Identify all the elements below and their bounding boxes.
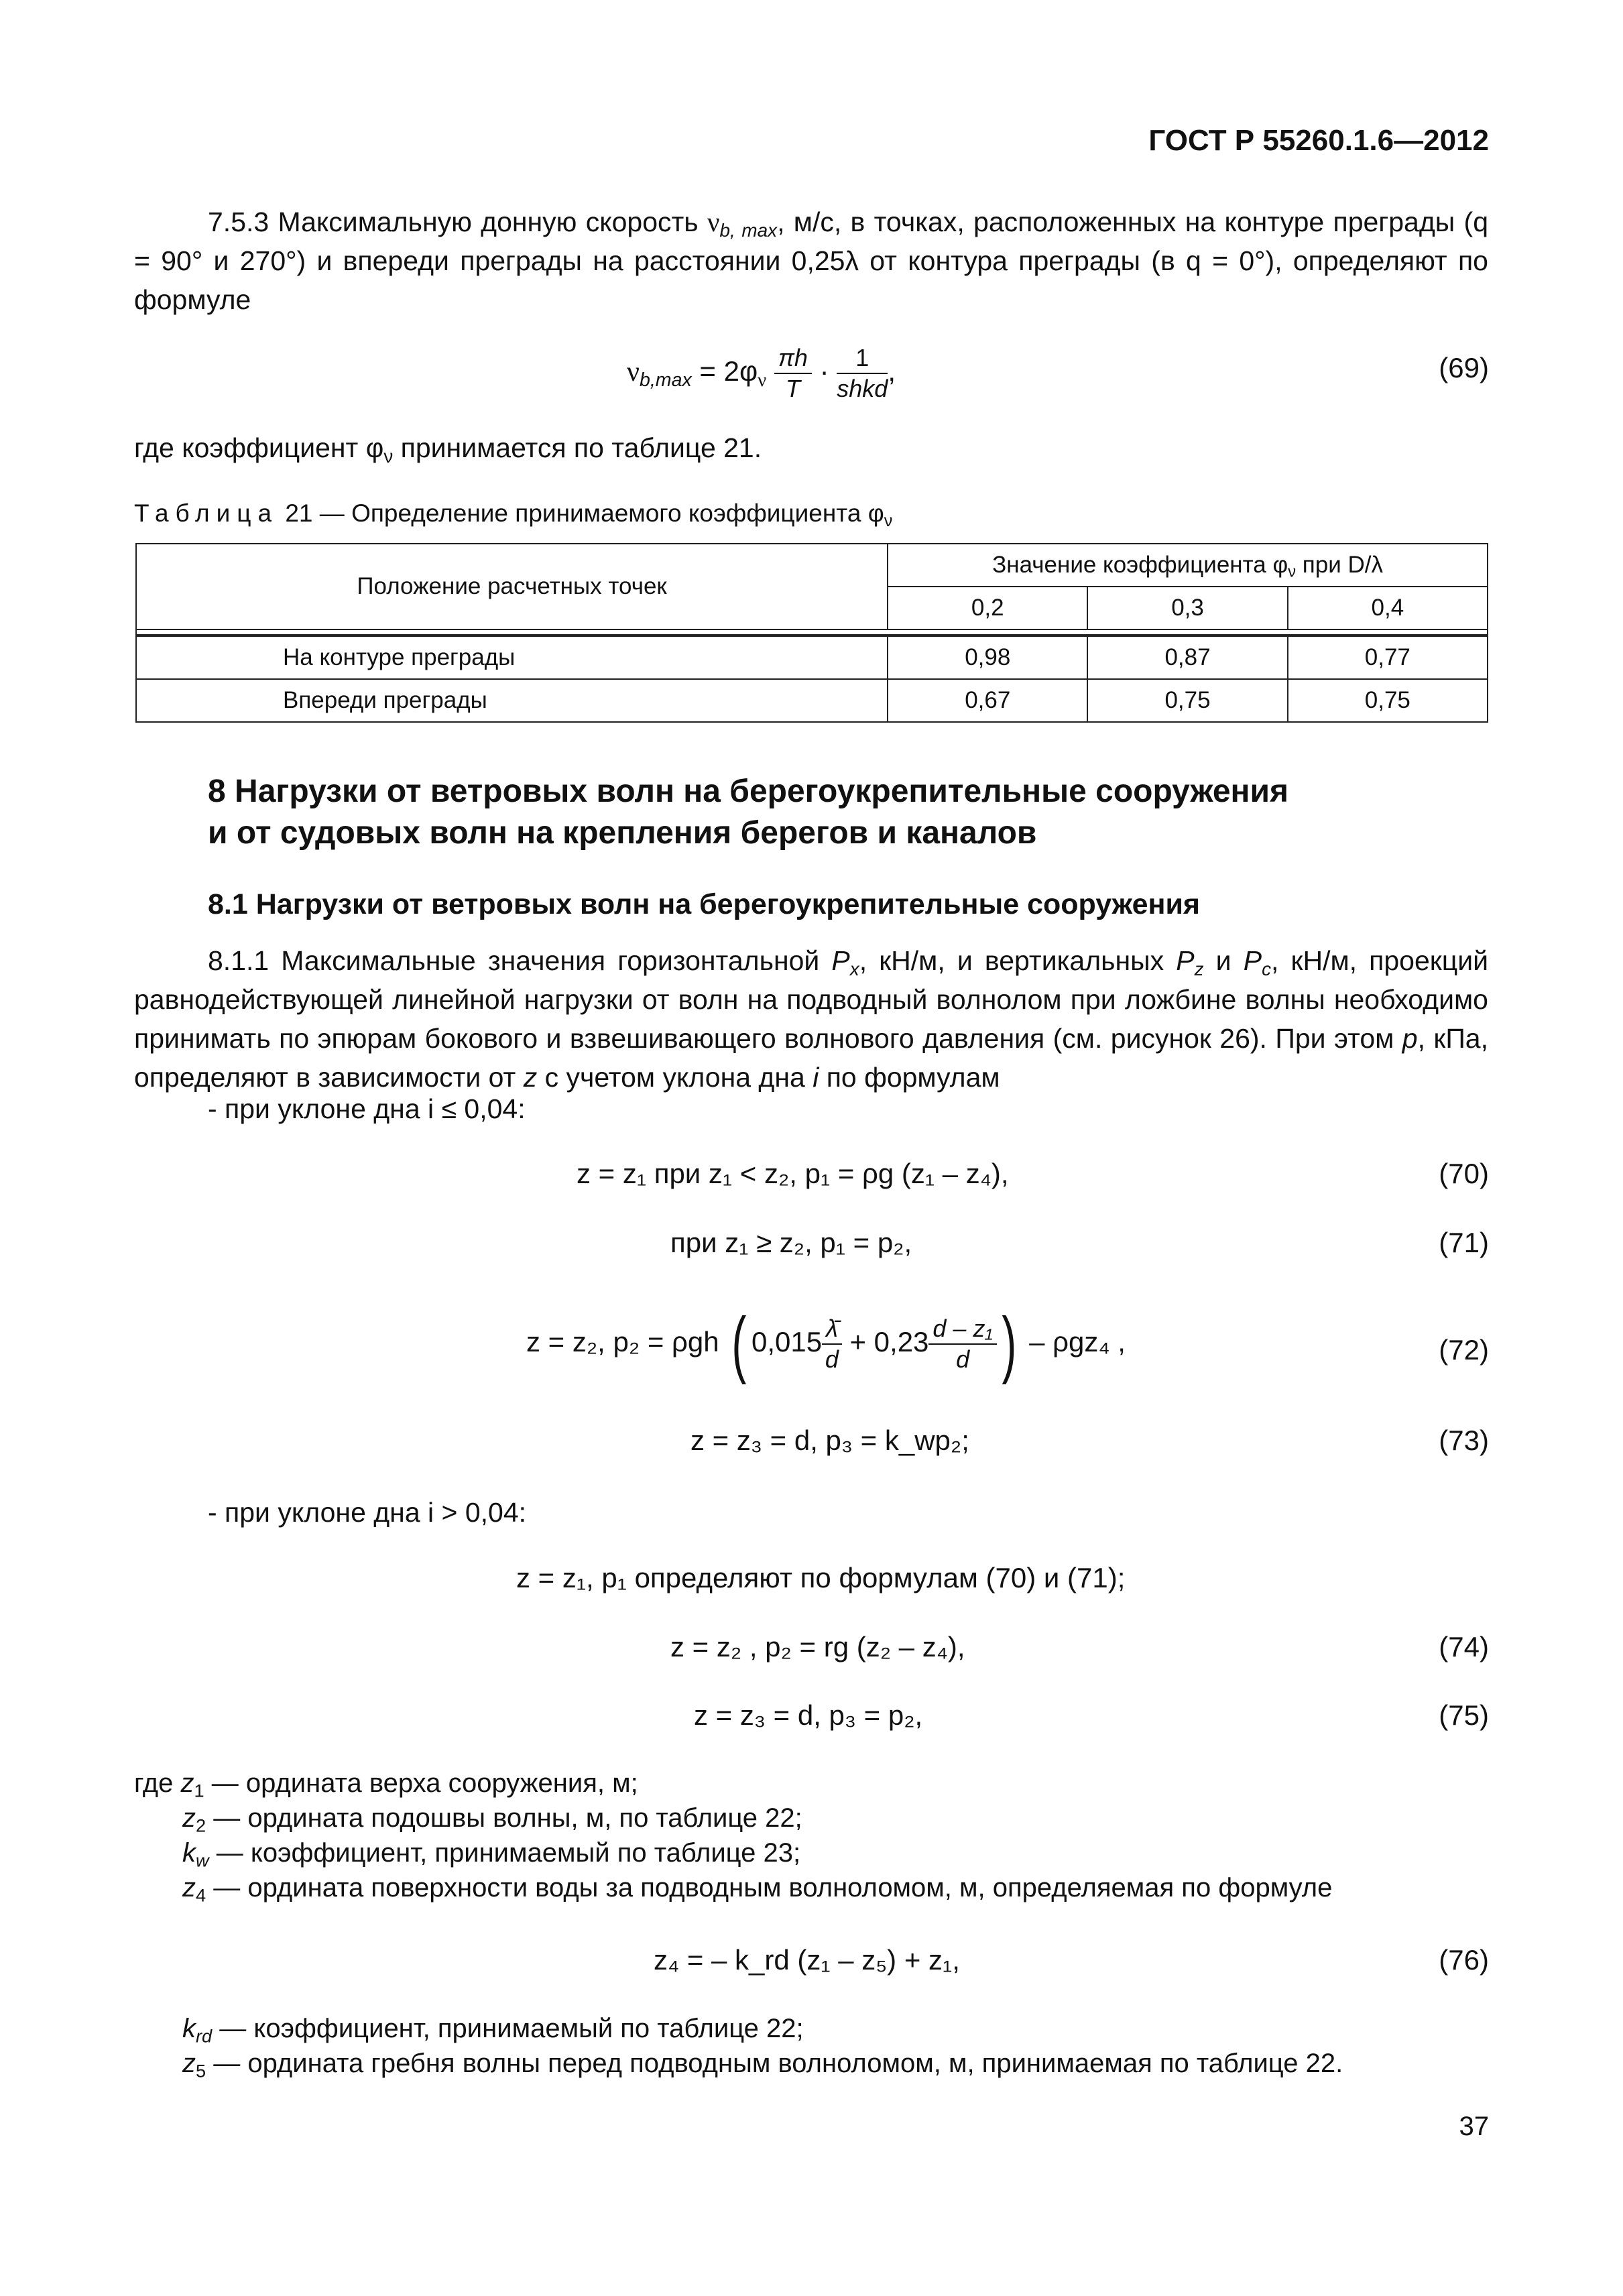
fraction-pi-h-over-t: $\frac{\pi h}{T}$ — [774, 343, 812, 404]
col-header-0-4: 0,4 — [1288, 587, 1488, 629]
document-id: ГОСТ Р 55260.1.6—2012 — [1148, 124, 1489, 157]
where-item-z2: $z_2$ — ордината подошвы волны, м, по таблице 22; — [182, 1803, 802, 1836]
equation-74: z = z₂ , p₂ = rg (z₂ – z₄), — [670, 1631, 965, 1663]
eq-subscript: b,max — [640, 369, 692, 391]
where-item-kw: $k_w$ — коэффициент, принимаемый по таблице 23; — [182, 1838, 801, 1871]
table-21 — [135, 543, 1488, 723]
equation-mid-note: z = z₁, p₁ определяют по формулам (70) и (71); — [516, 1562, 1126, 1593]
where-item-z5: $z_5$ — ордината гребня волны перед подводным волноломом, м, принимаемая по таблице 22. — [182, 2049, 1343, 2081]
table-cell: 0,67 — [888, 679, 1087, 722]
left-paren: ( — [731, 1303, 747, 1385]
velocity-symbol: ν — [707, 206, 720, 237]
eq-part: = 2φ — [691, 355, 758, 387]
col-header-position: Положение расчетных точек — [136, 544, 888, 629]
col-header-coefficient: Значение коэффициента $\varphi_\nu$ при D/λ — [888, 544, 1488, 587]
equation-71: при z₁ ≥ z₂, p₁ = p₂, — [670, 1227, 912, 1258]
page-number: 37 — [1459, 2112, 1489, 2141]
table-cell: 0,75 — [1288, 679, 1488, 722]
table-cell: 0,75 — [1087, 679, 1287, 722]
where-item-krd: $k_{rd}$ — коэффициент, принимаемый по таблице 22; — [182, 2014, 804, 2047]
fraction-lambda-over-d: $\frac{\lambdā}{d}$ — [822, 1314, 842, 1374]
case-slope-small: - при уклоне дна i ≤ 0,04: — [208, 1093, 526, 1124]
coefficient-note: где коэффициент $\varphi_\nu$ принимается по таблице 21. — [134, 432, 762, 467]
where-item-z4: $z_4$ — ордината поверхности воды за подводным волноломом, м, определяемая по формуле — [182, 1873, 1333, 1906]
fraction-d-minus-z1-over-d: $\frac{\text{d – z₁}}{d}$ — [928, 1314, 996, 1374]
eq-part: · — [811, 355, 837, 387]
table-cell: 0,77 — [1288, 636, 1488, 679]
equation-72: z = z₂, p₂ = ρgh ( 0,015 $\frac{\lambdā}{d}$ + 0,23 $\frac{\text{d – z₁}}{d}$ ) – ρgz₄ , — [526, 1303, 1126, 1385]
section-8-1-heading: 8.1 Нагрузки от ветровых волн на берегоукрепительные сооружения — [208, 888, 1200, 920]
velocity-subscript: b, max — [719, 219, 778, 241]
table-cell: 0,98 — [888, 636, 1087, 679]
fraction-one-over-shkd: $\frac{1}{\text{shkd}}$ — [837, 344, 888, 402]
equation-number-71: (71) — [1439, 1227, 1489, 1258]
col-header-0-3: 0,3 — [1087, 587, 1287, 629]
equation-number-74: (74) — [1439, 1631, 1489, 1663]
where-item-z1: где $z_1$ — ордината верха сооружения, м; — [134, 1768, 638, 1801]
para-text: , м/с, в точках, расположенных на контуре преграды (q = 90° и 270°) и впереди преграды на расстоянии 0,25λ от контура преграды (в q = 0°), определяют по формуле — [134, 206, 1488, 315]
para-text: 7.5.3 Максимальную донную скорость — [208, 206, 707, 237]
equation-75: z = z₃ = d, p₃ = p₂, — [694, 1699, 923, 1731]
equation-number-69: (69) — [1439, 352, 1489, 383]
row-label: Впереди преграды — [136, 679, 888, 722]
equation-number-76: (76) — [1439, 1944, 1489, 1976]
table-row — [136, 679, 1488, 722]
case-slope-large: - при уклоне дна i > 0,04: — [208, 1497, 527, 1528]
eq-part: , — [888, 355, 896, 387]
section-8-heading: 8 Нагрузки от ветровых волн на берегоукрепительные сооружения и от судовых волн на крепления берегов и каналов — [208, 774, 1289, 851]
equation-number-73: (73) — [1439, 1425, 1489, 1456]
right-paren: ) — [1002, 1303, 1017, 1385]
paragraph-8-1-1: 8.1.1 Максимальные значения горизонтальной $P_x$, кН/м, и вертикальных $P_z$ и $P_c$, кН/м, проекций равнодействующей линейной нагрузки от волн на подводный волнолом при ложбине волны необходимо принимать по эпюрам бокового и взвешивающего волнового давления (см. рисунок 26). При этом p, кПа, определяют в зависимости от z с учетом уклона дна i по формулам — [134, 945, 1488, 1093]
equation-76: z₄ = – k_rd (z₁ – z₅) + z₁, — [654, 1944, 960, 1976]
row-label: На контуре преграды — [136, 636, 888, 679]
eq-symbol: ν — [627, 357, 640, 388]
eq-subscript: ν — [758, 370, 767, 391]
equation-69 — [627, 343, 896, 404]
table-cell: 0,87 — [1087, 636, 1287, 679]
equation-number-72: (72) — [1439, 1334, 1489, 1366]
equation-70: z = z₁ при z₁ < z₂, p₁ = ρg (z₁ – z₄), — [577, 1158, 1009, 1189]
equation-73: z = z₃ = d, p₃ = k_wp₂; — [690, 1425, 969, 1456]
paragraph-7-5-3 — [134, 202, 1488, 319]
col-header-0-2: 0,2 — [888, 587, 1087, 629]
table-21-caption: Таблица 21 — Определение принимаемого коэффициента $\varphi_\nu$ — [134, 499, 893, 531]
header-separator — [136, 629, 1488, 636]
equation-number-75: (75) — [1439, 1699, 1489, 1731]
table-row — [136, 636, 1488, 679]
equation-number-70: (70) — [1439, 1158, 1489, 1189]
